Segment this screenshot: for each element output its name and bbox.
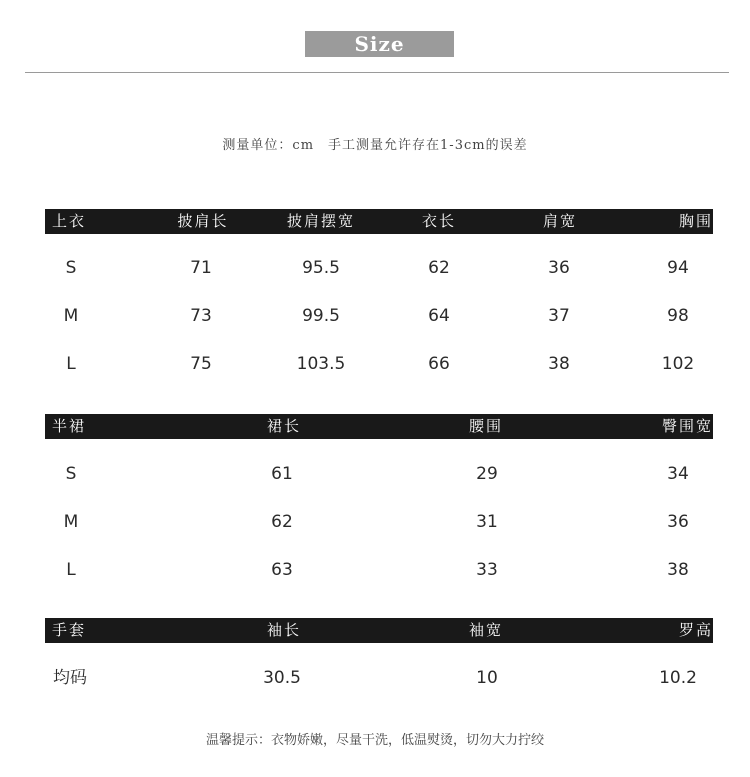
column-header: 胸围	[678, 212, 713, 230]
table-cell: 10	[476, 668, 498, 688]
table-header	[45, 209, 713, 234]
table-cell: 36	[667, 512, 689, 532]
table-cell: 37	[548, 306, 570, 326]
table-cell: 29	[476, 464, 498, 484]
divider	[25, 72, 729, 73]
table-cell: 34	[667, 464, 689, 484]
table-header	[45, 414, 713, 439]
column-header: 腰围	[468, 417, 504, 435]
table-row	[45, 450, 713, 498]
table-cell: 73	[190, 306, 212, 326]
table-row	[45, 546, 713, 594]
table-header	[45, 618, 713, 643]
table-cell: M	[63, 512, 79, 532]
table-cell: 均码	[53, 668, 87, 688]
column-header: 袖长	[266, 621, 302, 639]
column-header: 披肩长	[177, 212, 229, 230]
table-cell: 103.5	[296, 354, 346, 374]
column-header: 上衣	[52, 212, 87, 230]
table-cell: 33	[476, 560, 498, 580]
table-cell: 36	[548, 258, 570, 278]
table-cell: 98	[667, 306, 689, 326]
measurement-unit-note: 测量单位：cm 手工测量允许存在1-3cm的误差	[222, 138, 528, 153]
table-row	[45, 340, 713, 388]
table-cell: 31	[476, 512, 498, 532]
table-cell: 62	[428, 258, 450, 278]
table-cell: 75	[190, 354, 212, 374]
table-cell: 62	[271, 512, 293, 532]
table-cell: 63	[271, 560, 293, 580]
table-cell: 71	[190, 258, 212, 278]
table-row	[45, 654, 713, 702]
table-cell: 38	[548, 354, 570, 374]
table-cell: L	[66, 560, 76, 580]
column-header: 手套	[52, 621, 87, 639]
table-cell: 66	[428, 354, 450, 374]
table-cell: 30.5	[263, 668, 301, 688]
table-cell: S	[65, 464, 77, 484]
column-header: 衣长	[421, 212, 457, 230]
column-header: 肩宽	[542, 212, 578, 230]
table-row	[45, 244, 713, 292]
column-header: 披肩摆宽	[286, 212, 356, 230]
table-cell: 61	[271, 464, 293, 484]
table-row	[45, 498, 713, 546]
column-header: 罗高	[678, 621, 713, 639]
table-row	[45, 292, 713, 340]
table-cell: 99.5	[302, 306, 340, 326]
table-cell: 10.2	[659, 668, 697, 688]
skirt-size-table	[45, 414, 713, 594]
table-cell: L	[66, 354, 76, 374]
care-instructions: 温馨提示：衣物娇嫩，尽量干洗，低温熨烫，切勿大力拧绞	[205, 733, 544, 748]
table-cell: 94	[667, 258, 689, 278]
column-header: 袖宽	[468, 621, 504, 639]
table-cell: 38	[667, 560, 689, 580]
table-cell: S	[65, 258, 77, 278]
column-header: 半裙	[52, 417, 87, 435]
table-cell: 102	[661, 354, 695, 374]
table-cell: M	[63, 306, 79, 326]
gloves-size-table	[45, 618, 713, 702]
size-title: Size	[305, 31, 454, 57]
table-cell: 95.5	[302, 258, 340, 278]
column-header: 臀围宽	[661, 417, 713, 435]
top-size-table	[45, 209, 713, 388]
column-header: 裙长	[266, 417, 302, 435]
table-cell: 64	[428, 306, 450, 326]
